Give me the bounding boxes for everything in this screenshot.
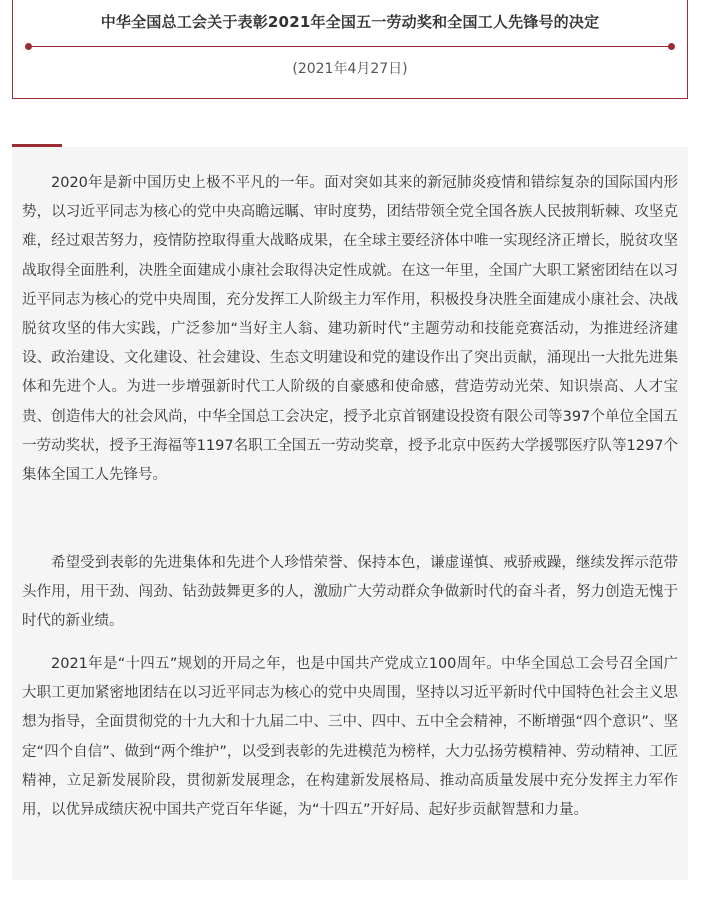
document-header <box>12 0 688 99</box>
article-body <box>12 147 688 880</box>
title-divider <box>28 46 672 47</box>
article-paragraph-2: 希望受到表彰的先进集体和先进个人珍惜荣誉、保持本色，谦虚谨慎、戒骄戒躁，继续发挥示范带头作用，用干劲、闯劲、钻劲鼓舞更多的人，激励广大劳动群众争做新时代的奋斗者，努力创造无愧于时代的新业绩。 <box>22 555 678 630</box>
document-date: (2021年4月27日) <box>292 61 408 77</box>
document-title: 中华全国总工会关于表彰2021年全国五一劳动奖和全国工人先锋号的决定 <box>100 13 600 31</box>
rule-dot-right <box>668 43 675 50</box>
article-paragraph-1: 2020年是新中国历史上极不平凡的一年。面对突如其来的新冠肺炎疫情和错综复杂的国际国内形势，以习近平同志为核心的党中央高瞻远瞩、审时度势，团结带领全党全国各族人民披荆斩棘、攻坚克难，经过艰苦努力，疫情防控取得重大战略成果，在全球主要经济体中唯一实现经济正增长，脱贫攻坚战取得全面胜利，决胜全面建成小康社会取得决定性成就。在这一年里，全国广大职工紧密团结在以习近平同志为核心的党中央周围，充分发挥工人阶级主力军作用，积极投身决胜全面建成小康社会、决战脱贫攻坚的伟大实践，广泛参加“当好主人翁、建功新时代”主题劳动和技能竞赛活动，为推进经济建设、政治建设、文化建设、社会建设、生态文明建设和党的建设作出了突出贡献，涌现出一大批先进集体和先进个人。为进一步增强新时代工人阶级的自豪感和使命感，营造劳动光荣、知识崇高、人才宝贵、创造伟大的社会风尚，中华全国总工会决定，授予北京首钢建设投资有限公司等397个单位全国五一劳动奖状，授予王海福等1197名职工全国五一劳动奖章，授予北京中医药大学援鄂医疗队等1297个集体全国工人先锋号。 <box>22 175 678 484</box>
article-paragraph-3: 2021年是“十四五”规划的开局之年，也是中国共产党成立100周年。中华全国总工会号召全国广大职工更加紧密地团结在以习近平同志为核心的党中央周围，坚持以习近平新时代中国特色社会主义思想为指导，全面贯彻党的十九大和十九届二中、三中、四中、五中全会精神，不断增强“四个意识”、坚定“四个自信”、做到“两个维护”，以受到表彰的先进模范为榜样，大力弘扬劳模精神、劳动精神、工匠精神，立足新发展阶段，贯彻新发展理念，在构建新发展格局、推动高质量发展中充分发挥主力军作用，以优异成绩庆祝中国共产党百年华诞，为“十四五”开好局、起好步贡献智慧和力量。 <box>22 656 678 819</box>
